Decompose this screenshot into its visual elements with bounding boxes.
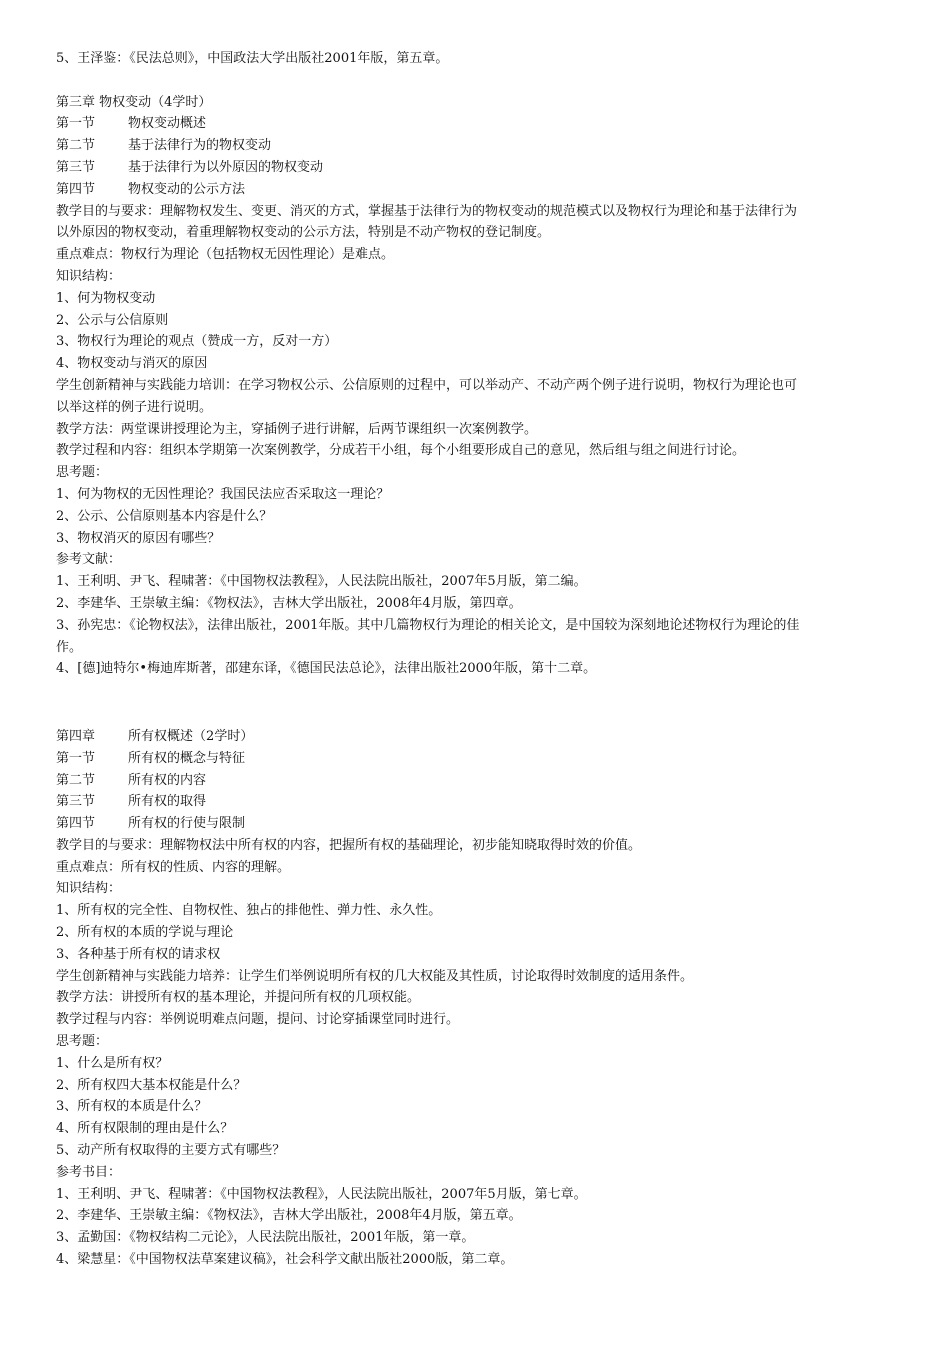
section-row <box>56 157 896 179</box>
section-name: 所有权的概念与特征 <box>128 750 246 766</box>
section-number: 第一节 <box>56 750 96 766</box>
reference-item: 3、孙宪忠：《论物权法》，法律出版社，2001年版。其中几篇物权行为理论的相关论文，是中国较为深刻地论述物权行为理论的佳 <box>56 617 800 633</box>
reference-item: 1、王利明、尹飞、程啸著：《中国物权法教程》，人民法院出版社，2007年5月版，第二编。 <box>56 574 587 590</box>
reference-item: 4、梁慧星：《中国物权法草案建议稿》，社会科学文献出版社2000版，第二章。 <box>56 1252 514 1268</box>
key-points: 重点难点：物权行为理论（包括物权无因性理论）是难点。 <box>56 247 395 263</box>
knowledge-title: 知识结构： <box>56 268 122 284</box>
section-row <box>56 113 896 135</box>
teaching-process: 教学过程和内容：组织本学期第一次案例教学，分成若干小组，每个小组要形成自己的意见，然后组与组之间进行讨论。 <box>56 443 746 459</box>
reference-item: 4、[德]迪特尔•梅迪库斯著，邵建东译，《德国民法总论》，法律出版社2000年版，第十二章。 <box>56 661 597 677</box>
question-item: 1、什么是所有权？ <box>56 1055 169 1071</box>
knowledge-item: 1、何为物权变动 <box>56 290 156 306</box>
document-page <box>56 48 896 1271</box>
reference-item: 3、孟勤国：《物权结构二元论》，人民法院出版社，2001年版，第一章。 <box>56 1230 475 1246</box>
teaching-goals-cont: 以外原因的物权变动，着重理解物权变动的公示方法，特别是不动产物权的登记制度。 <box>56 225 551 241</box>
question-item: 1、何为物权的无因性理论？我国民法应否采取这一理论？ <box>56 486 390 502</box>
section-row <box>56 179 896 201</box>
section-name: 所有权的取得 <box>128 794 207 810</box>
knowledge-item: 1、所有权的完全性、自物权性、独占的排他性、弹力性、永久性。 <box>56 903 442 919</box>
knowledge-title: 知识结构： <box>56 881 122 897</box>
section-number: 第四节 <box>56 181 96 197</box>
reference-item: 2、李建华、王崇敏主编：《物权法》，吉林大学出版社，2008年4月版，第四章。 <box>56 595 522 611</box>
references-title: 参考书目： <box>56 1164 122 1180</box>
knowledge-item: 3、物权行为理论的观点（赞成一方，反对一方） <box>56 334 338 350</box>
questions-title: 思考题： <box>56 1034 109 1050</box>
teaching-goals: 教学目的与要求：理解物权法中所有权的内容，把握所有权的基础理论，初步能知晓取得时效的价值。 <box>56 837 642 853</box>
question-item: 3、所有权的本质是什么？ <box>56 1099 208 1115</box>
reference-item: 5、王泽鉴：《民法总则》，中国政法大学出版社2001年版，第五章。 <box>56 51 449 66</box>
section-number: 第三节 <box>56 794 96 810</box>
innovation-training: 学生创新精神与实践能力培训：在学习物权公示、公信原则的过程中，可以举动产、不动产两个例子进行说明，物权行为理论也可 <box>56 377 798 393</box>
question-item: 5、动产所有权取得的主要方式有哪些？ <box>56 1143 286 1159</box>
section-number: 第四节 <box>56 816 96 832</box>
section-row <box>56 791 896 813</box>
section-name: 基于法律行为以外原因的物权变动 <box>128 159 324 175</box>
section-name: 物权变动的公示方法 <box>128 181 246 197</box>
spacer <box>56 702 896 726</box>
references-title: 参考文献： <box>56 552 122 568</box>
spacer <box>56 70 896 92</box>
teaching-goals: 教学目的与要求：理解物权发生、变更、消灭的方式，掌握基于法律行为的物权变动的规范模式以及物权行为理论和基于法律行为 <box>56 203 798 219</box>
question-item: 3、物权消灭的原因有哪些？ <box>56 530 221 546</box>
section-row <box>56 813 896 835</box>
reference-item: 1、王利明、尹飞、程啸著：《中国物权法教程》，人民法院出版社，2007年5月版，第七章。 <box>56 1186 587 1202</box>
section-name: 基于法律行为的物权变动 <box>128 138 272 154</box>
section-name: 物权变动概述 <box>128 116 207 132</box>
section-number: 第一节 <box>56 116 96 132</box>
teaching-method: 教学方法：讲授所有权的基本理论，并提问所有权的几项权能。 <box>56 990 421 1006</box>
innovation-training-cont: 以举这样的例子进行说明。 <box>56 399 213 415</box>
chapter-title: 第三章 物权变动（4学时） <box>56 94 212 110</box>
section-row <box>56 135 896 157</box>
knowledge-item: 4、物权变动与消灭的原因 <box>56 356 208 372</box>
question-item: 2、公示、公信原则基本内容是什么？ <box>56 508 273 524</box>
key-points: 重点难点：所有权的性质、内容的理解。 <box>56 859 291 875</box>
knowledge-item: 2、所有权的本质的学说与理论 <box>56 925 234 941</box>
teaching-method: 教学方法：两堂课讲授理论为主，穿插例子进行讲解，后两节课组织一次案例教学。 <box>56 421 538 437</box>
chapter-title: 第四章 所有权概述（2学时） <box>56 728 254 744</box>
teaching-process: 教学过程与内容：举例说明难点问题，提问、讨论穿插课堂同时进行。 <box>56 1012 460 1028</box>
section-row <box>56 770 896 792</box>
questions-title: 思考题： <box>56 465 109 481</box>
innovation-training: 学生创新精神与实践能力培养：让学生们举例说明所有权的几大权能及其性质，讨论取得时效制度的适用条件。 <box>56 968 694 984</box>
reference-item: 2、李建华、王崇敏主编：《物权法》，吉林大学出版社，2008年4月版，第五章。 <box>56 1208 522 1224</box>
section-number: 第三节 <box>56 159 96 175</box>
question-item: 2、所有权四大基本权能是什么？ <box>56 1077 247 1093</box>
section-name: 所有权的内容 <box>128 772 207 788</box>
reference-item-cont: 作。 <box>56 639 83 655</box>
spacer <box>56 680 896 702</box>
section-row <box>56 748 896 770</box>
question-item: 4、所有权限制的理由是什么？ <box>56 1121 234 1137</box>
knowledge-item: 2、公示与公信原则 <box>56 312 169 328</box>
section-name: 所有权的行使与限制 <box>128 816 246 832</box>
section-number: 第二节 <box>56 772 96 788</box>
section-number: 第二节 <box>56 138 96 154</box>
knowledge-item: 3、各种基于所有权的请求权 <box>56 946 221 962</box>
